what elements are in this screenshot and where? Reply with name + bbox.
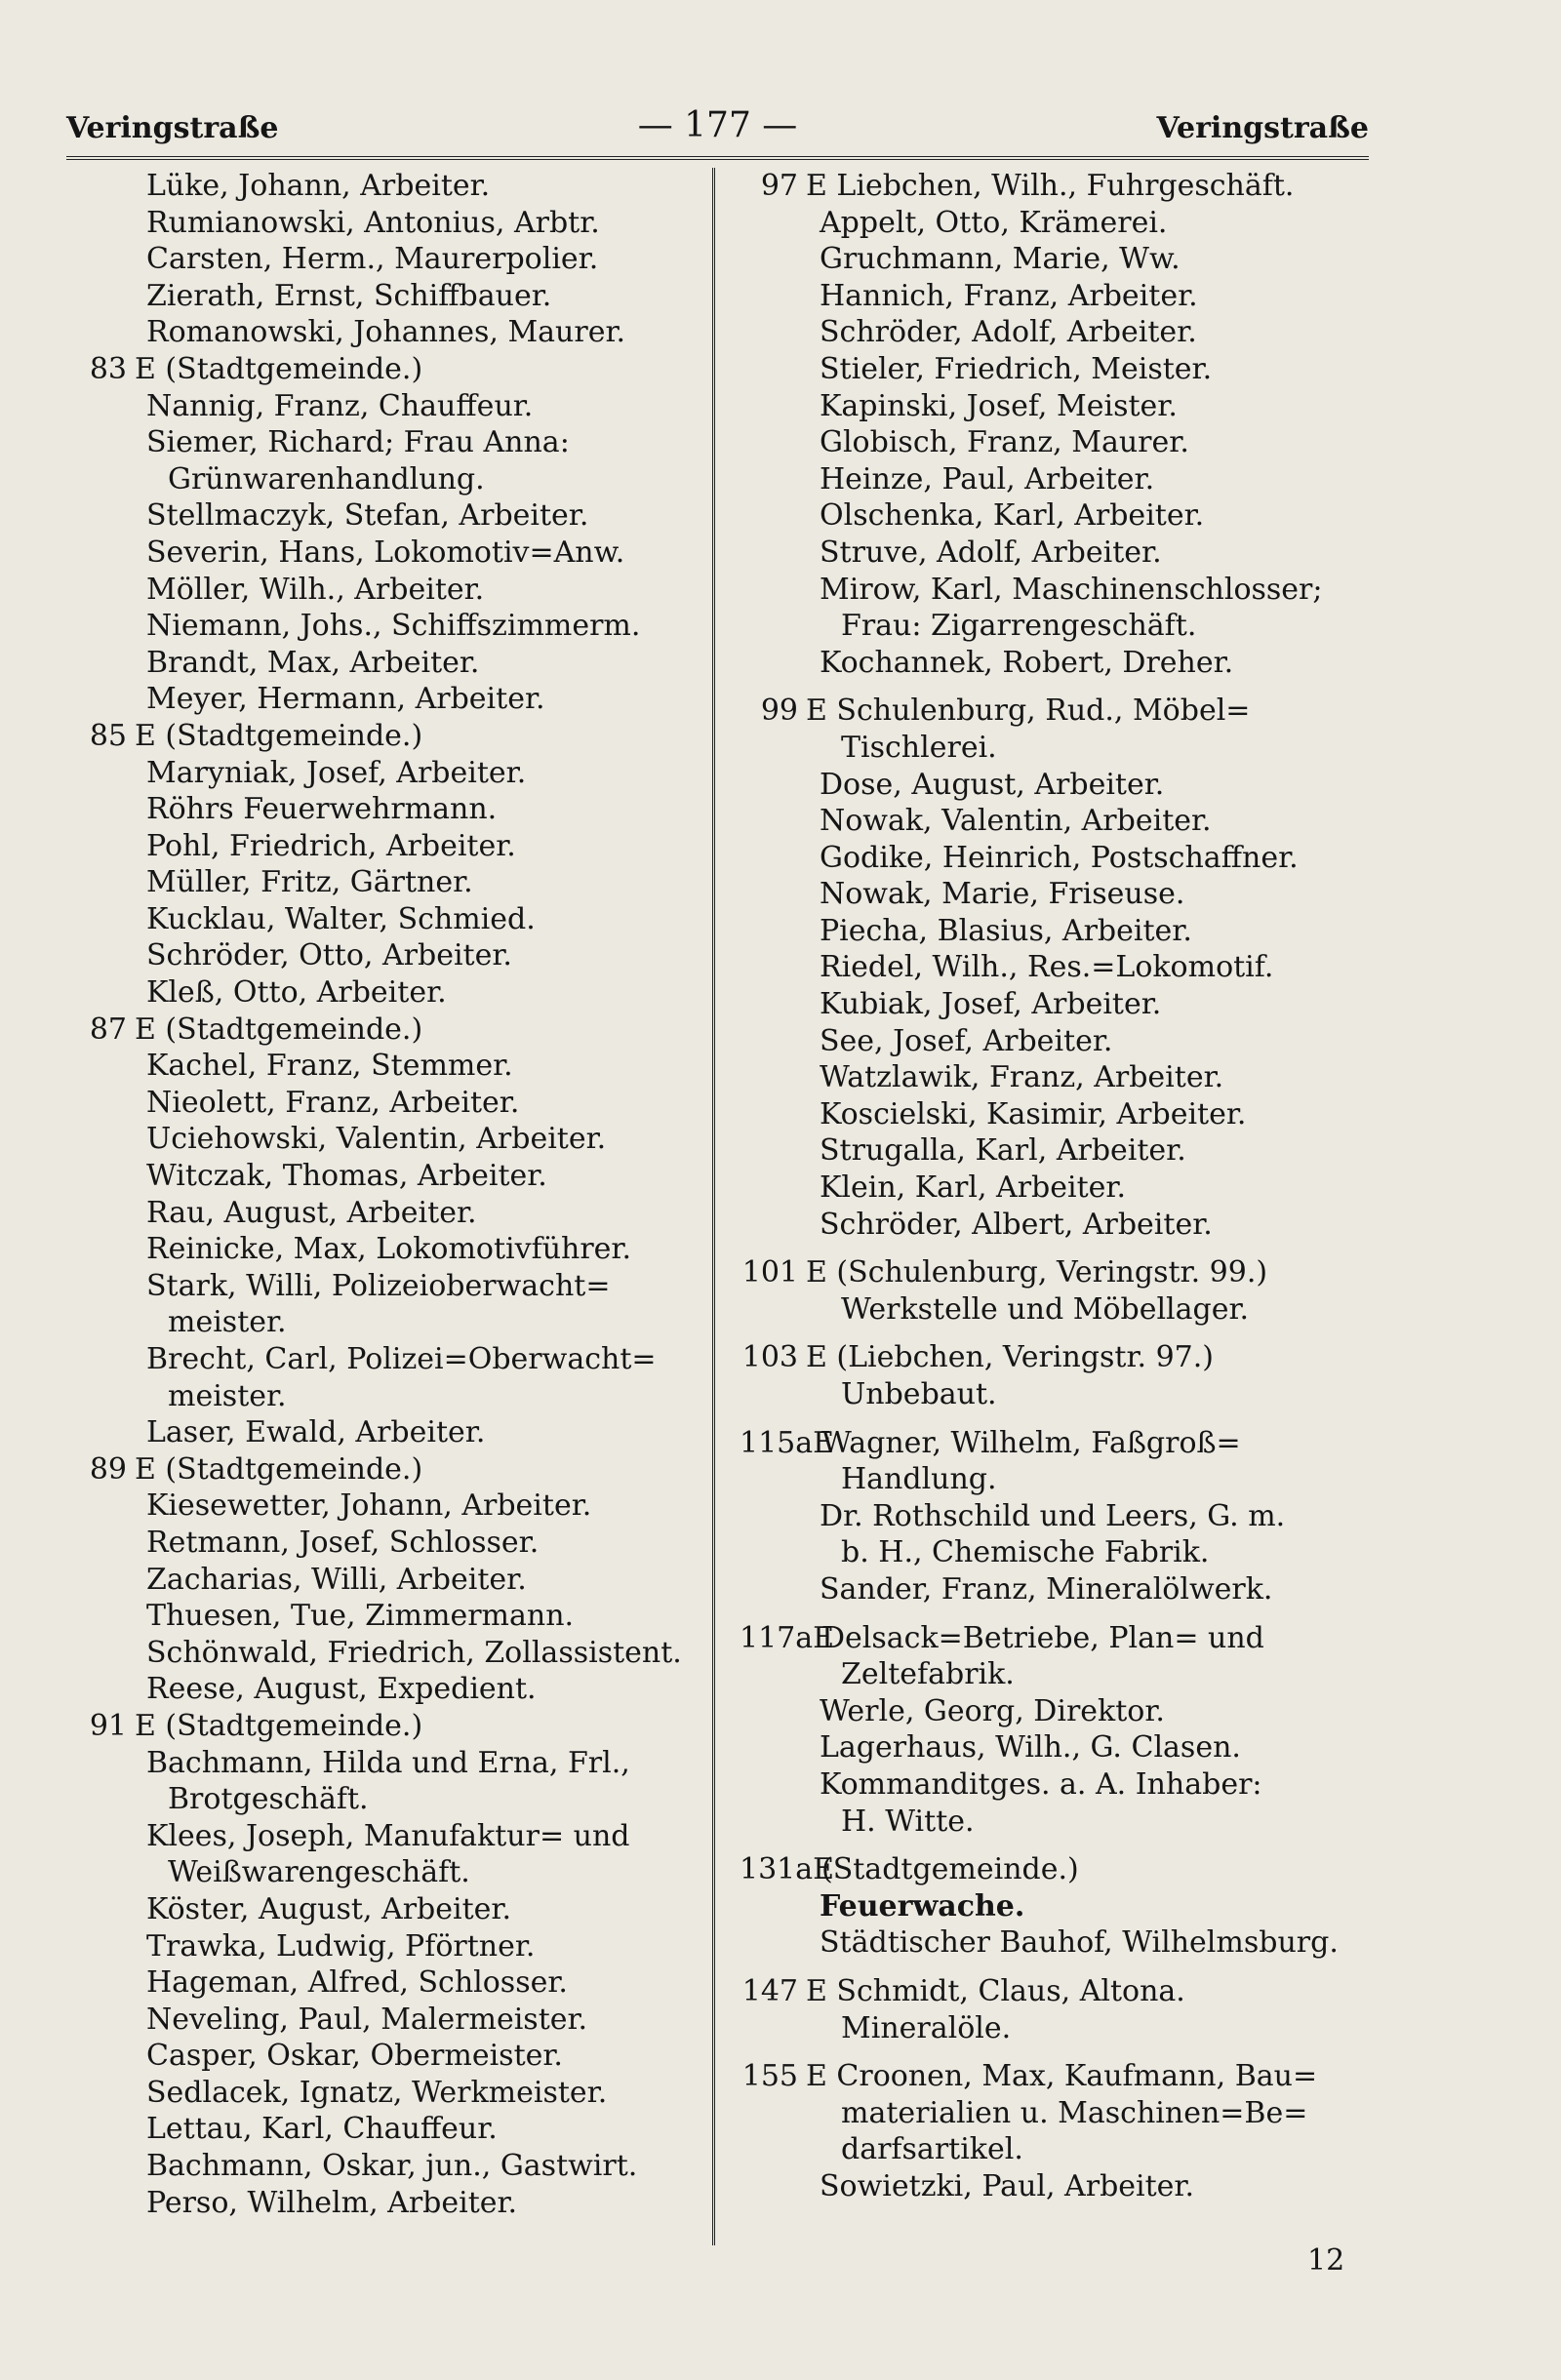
house-section [86,1012,696,1451]
owner-heading: E Liebchen, Wilh., Fuhrgeschäft. [806,169,1295,203]
resident-entry: Brecht, Carl, Polizei=Oberwacht= [146,1342,657,1376]
resident-entry: Zacharias, Willi, Arbeiter. [146,1562,527,1597]
resident-entry: Schröder, Albert, Arbeiter. [820,1207,1213,1242]
owner-heading: E (Stadtgemeinde.) [135,1451,423,1487]
house-number: 99 [760,694,798,729]
house-heading [740,1620,1374,1657]
resident-entry: Carsten, Herm., Maurerpolier. [146,242,599,277]
owner-heading: E (Stadtgemeinde.) [135,718,423,753]
resident-entry: Maryniak, Josef, Arbeiter. [146,755,527,790]
resident-entry-continuation: meister. [168,1378,287,1413]
resident-entry: Uciehowski, Valentin, Arbeiter. [146,1122,607,1157]
house-section [740,1851,1374,1962]
house-heading [86,1708,696,1745]
house-section [740,1339,1374,1412]
resident-entry: Lüke, Johann, Arbeiter. [146,169,491,203]
resident-entry: Klein, Karl, Arbeiter. [820,1170,1127,1206]
house-number: 155 [741,2059,798,2094]
resident-entry: Sander, Franz, Mineralölwerk. [820,1571,1273,1606]
resident-entry: Nannig, Franz, Chauffeur. [146,388,534,423]
resident-entry: Dr. Rothschild und Leers, G. m. [820,1498,1286,1533]
resident-entry-continuation: b. H., Chemische Fabrik. [841,1535,1210,1570]
resident-entry: Werle, Georg, Direktor. [820,1693,1165,1728]
resident-entry-continuation: meister. [168,1305,287,1340]
resident-entry: Kucklau, Walter, Schmied. [146,901,536,936]
house-heading [740,693,1374,730]
resident-entry-continuation: Frau: Zigarrengeschäft. [841,609,1197,644]
resident-entry-continuation: H. Witte. [841,1804,975,1839]
resident-entry: Thuesen, Tue, Zimmermann. [146,1599,575,1634]
house-heading [86,718,696,755]
resident-entry: Nowak, Valentin, Arbeiter. [820,804,1212,839]
house-section [740,693,1374,1243]
resident-entry: Riedel, Wilh., Res.=Lokomotif. [820,950,1274,985]
house-section [86,718,696,1012]
resident-entry: See, Josef, Arbeiter. [820,1023,1113,1058]
house-section [86,168,696,351]
heading-continuation: Unbebaut. [841,1377,997,1411]
owner-heading: E (Stadtgemeinde.) [135,1708,423,1743]
house-number: 87 [89,1012,127,1047]
resident-entry: Stieler, Friedrich, Meister. [820,351,1213,386]
owner-heading: (Stadtgemeinde.) [821,1852,1079,1887]
owner-heading: E (Liebchen, Veringstr. 97.) [806,1340,1214,1375]
house-section [86,1708,696,2221]
resident-entry: Röhrs Feuerwehrmann. [146,792,498,827]
house-number: 91 [89,1708,127,1743]
owner-heading: Delsack=Betriebe, Plan= und [821,1620,1264,1655]
house-number: 117aE [740,1620,835,1655]
resident-entry: Brandt, Max, Arbeiter. [146,645,480,680]
resident-entry: Schröder, Otto, Arbeiter. [146,938,512,973]
resident-entry: Strugalla, Karl, Arbeiter. [820,1133,1186,1169]
house-number: 89 [89,1451,127,1487]
resident-entry: Kiesewetter, Johann, Arbeiter. [146,1488,592,1524]
resident-entry: Reinicke, Max, Lokomotivführer. [146,1232,632,1267]
heading-continuation: Tischlerei. [841,730,997,765]
resident-entry: Meyer, Hermann, Arbeiter. [146,682,545,717]
house-heading [86,1012,696,1049]
resident-entry: Hageman, Alfred, Schlosser. [146,1965,568,2001]
resident-entry: Zierath, Ernst, Schiffbauer. [146,278,552,313]
resident-entry: Lagerhaus, Wilh., G. Clasen. [820,1730,1241,1765]
house-heading [740,1973,1374,2010]
resident-entry: Retmann, Josef, Schlosser. [146,1525,540,1560]
resident-entry: Bachmann, Hilda und Erna, Frl., [146,1745,630,1780]
page-header [66,105,1369,148]
resident-entry: Neveling, Paul, Malermeister. [146,2002,588,2037]
resident-entry: Nowak, Marie, Friseuse. [820,877,1185,912]
resident-entry: Kommanditges. a. A. Inhaber: [820,1766,1262,1802]
house-section [740,1973,1374,2046]
house-section [740,168,1374,681]
header-street-right: Veringstraße [1156,111,1369,145]
heading-continuation: materialien u. Maschinen=Be= [841,2095,1308,2130]
resident-entry: Kleß, Otto, Arbeiter. [146,975,447,1011]
resident-entry: Kachel, Franz, Stemmer. [146,1049,513,1084]
signature-mark: 12 [1307,2243,1345,2278]
house-heading [86,1451,696,1488]
resident-entry: Sowietzki, Paul, Arbeiter. [820,2168,1195,2203]
resident-entry: Schröder, Adolf, Arbeiter. [820,315,1197,350]
resident-entry: Hannich, Franz, Arbeiter. [820,278,1198,313]
owner-heading: E (Stadtgemeinde.) [135,351,423,386]
resident-entry: Olschenka, Karl, Arbeiter. [820,498,1205,534]
resident-entry: Bachmann, Oskar, jun., Gastwirt. [146,2149,638,2184]
column-divider [712,168,715,2245]
resident-entry: Klees, Joseph, Manufaktur= und [146,1818,630,1853]
resident-entry: Stark, Willi, Polizeioberwacht= [146,1268,611,1303]
resident-entry: Rumianowski, Antonius, Arbtr. [146,205,600,240]
owner-heading: E (Stadtgemeinde.) [135,1012,423,1047]
house-number: 101 [741,1255,798,1290]
resident-entry: Schönwald, Friedrich, Zollassistent. [146,1635,682,1670]
resident-entry: Möller, Wilh., Arbeiter. [146,572,485,607]
house-section [740,2058,1374,2204]
left-column [86,168,696,2221]
resident-entry: Romanowski, Johannes, Maurer. [146,315,626,350]
house-section [740,1425,1374,1608]
resident-entry: Witczak, Thomas, Arbeiter. [146,1159,547,1194]
resident-entry: Severin, Hans, Lokomotiv=Anw. [146,535,625,570]
resident-entry: Nieolett, Franz, Arbeiter. [146,1085,520,1120]
resident-entry: Koscielski, Kasimir, Arbeiter. [820,1096,1247,1131]
resident-entry: Gruchmann, Marie, Ww. [820,242,1181,277]
resident-entry: Laser, Ewald, Arbeiter. [146,1415,486,1450]
resident-entry: Dose, August, Arbeiter. [820,767,1165,802]
resident-entry: Mirow, Karl, Maschinenschlosser; [820,572,1323,607]
resident-entry: Globisch, Franz, Maurer. [820,425,1189,460]
resident-entry-continuation: Grünwarenhandlung. [168,461,485,496]
resident-entry: Heinze, Paul, Arbeiter. [820,461,1155,496]
resident-entry: Piecha, Blasius, Arbeiter. [820,913,1192,948]
resident-entry: Feuerwache. [820,1888,1025,1924]
resident-entry: Müller, Fritz, Gärtner. [146,865,473,900]
resident-entry: Kochannek, Robert, Dreher. [820,645,1234,680]
resident-entry: Kubiak, Josef, Arbeiter. [820,987,1162,1022]
resident-entry: Kapinski, Josef, Meister. [820,388,1178,423]
resident-entry: Pohl, Friedrich, Arbeiter. [146,828,516,863]
house-number: 115aE [740,1425,835,1460]
header-rule [66,156,1369,160]
house-number: 85 [89,718,127,753]
resident-entry: Stellmaczyk, Stefan, Arbeiter. [146,498,589,534]
house-section [740,1254,1374,1328]
resident-entry: Siemer, Richard; Frau Anna: [146,425,570,460]
resident-entry: Watzlawik, Franz, Arbeiter. [820,1060,1224,1095]
resident-entry-continuation: Brotgeschäft. [168,1782,369,1817]
resident-entry: Trawka, Ludwig, Pförtner. [146,1928,536,1964]
house-section [86,1451,696,1708]
resident-entry: Casper, Oskar, Obermeister. [146,2039,563,2074]
heading-continuation: Zeltefabrik. [841,1657,1015,1692]
house-number: 97 [760,169,798,203]
owner-heading: E (Schulenburg, Veringstr. 99.) [806,1255,1268,1290]
house-number: 147 [741,1973,798,2008]
right-column [740,168,1374,2204]
heading-continuation: Werkstelle und Möbellager. [841,1291,1250,1327]
owner-heading: E Schulenburg, Rud., Möbel= [806,694,1251,729]
heading-continuation: Mineralöle. [841,2010,1012,2045]
header-page-number: — 177 — [637,105,798,145]
house-heading [740,2058,1374,2095]
resident-entry: Appelt, Otto, Krämerei. [820,205,1168,240]
heading-continuation: Handlung. [841,1462,997,1497]
resident-entry: Struve, Adolf, Arbeiter. [820,535,1162,570]
resident-entry: Lettau, Karl, Chauffeur. [146,2112,498,2147]
resident-entry: Perso, Wilhelm, Arbeiter. [146,2185,518,2220]
owner-heading: Wagner, Wilhelm, Faßgroß= [821,1425,1241,1460]
resident-entry: Köster, August, Arbeiter. [146,1891,511,1926]
resident-entry: Reese, August, Expedient. [146,1672,537,1707]
house-heading [740,1339,1374,1376]
house-heading [740,1254,1374,1291]
header-street-left: Veringstraße [66,111,279,145]
house-heading [740,1425,1374,1462]
house-heading [740,168,1374,205]
house-section [86,351,696,718]
house-section [740,1620,1374,1841]
heading-continuation: darfsartikel. [841,2132,1023,2167]
house-heading [740,1851,1374,1888]
house-number: 131aE [740,1852,835,1887]
owner-heading: E Schmidt, Claus, Altona. [806,1973,1185,2008]
owner-heading: E Croonen, Max, Kaufmann, Bau= [806,2059,1318,2094]
resident-entry: Niemann, Johs., Schiffszimmerm. [146,609,641,644]
resident-entry: Sedlacek, Ignatz, Werkmeister. [146,2075,608,2110]
house-number: 103 [741,1340,798,1375]
house-heading [86,351,696,388]
resident-entry: Städtischer Bauhof, Wilhelmsburg. [820,1925,1339,1961]
house-number: 83 [89,351,127,386]
resident-entry-continuation: Weißwarengeschäft. [168,1855,470,1890]
resident-entry: Rau, August, Arbeiter. [146,1195,477,1230]
resident-entry: Godike, Heinrich, Postschaffner. [820,840,1299,875]
